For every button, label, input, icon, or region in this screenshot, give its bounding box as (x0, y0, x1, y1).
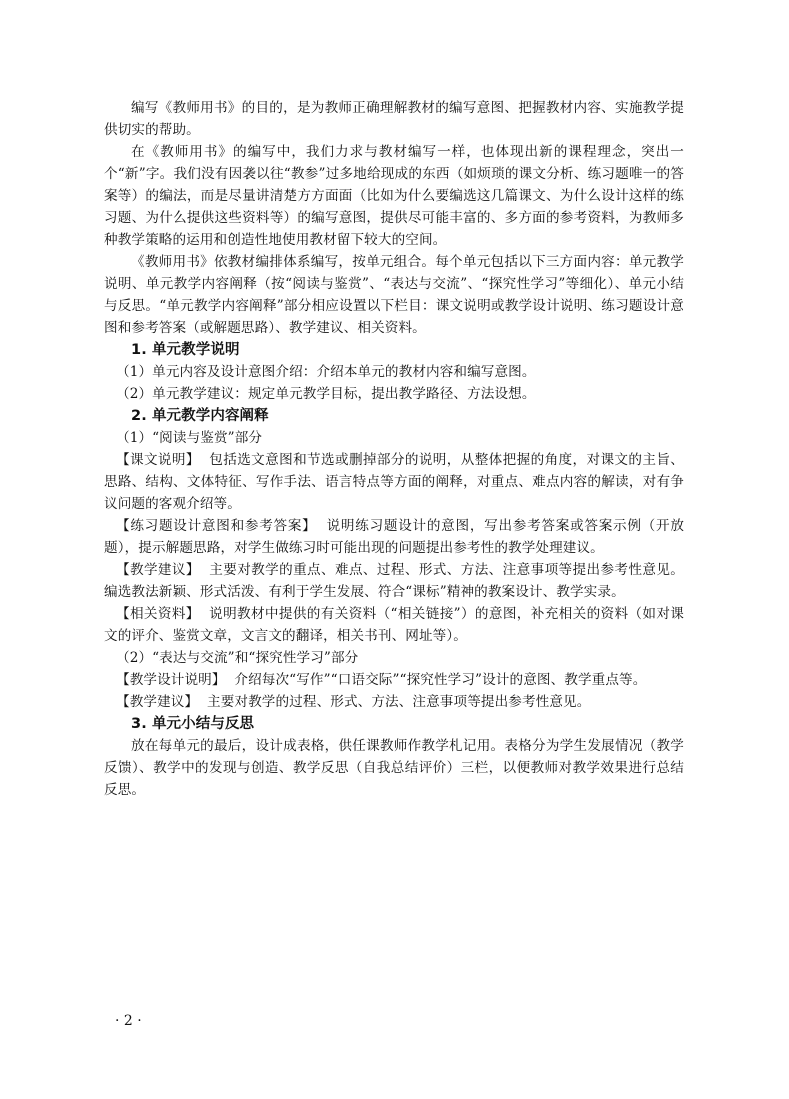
label-lianxi: 【练习题设计意图和参考答案】 (116, 518, 317, 534)
intro-paragraph-1: 编写《教师用书》的目的，是为教师正确理解教材的编写意图、把握教材内容、实施教学提供切实的帮助。 (104, 100, 684, 138)
label-sheji: 【教学设计说明】 (116, 672, 226, 688)
intro-paragraph-2: 在《教师用书》的编写中，我们力求与教材编写一样，也体现出新的课程理念，突出一个“新”字。我们没有因袭以往“教参”过多地给现成的东西（如烦琐的课文分析、练习题唯一的答案等）的编法，而是尽量讲清楚方方面面（比如为什么要编选这几篇课文、为什么设计这样的练习题、为什么提供这些资料等）的编写意图，提供尽可能丰富的、多方面的参考资料，为教师多种教学策略的运用和创造性地使用教材留下较大的空间。 (104, 144, 684, 248)
subsection-reading: （1）“阅读与鉴赏”部分 (116, 430, 263, 446)
text-jianyi2: 主要对教学的过程、形式、方法、注意事项等提出参考性意见。 (207, 694, 591, 710)
subsection-expression: （2）“表达与交流”和“探究性学习”部分 (116, 650, 359, 666)
body-text (104, 97, 684, 801)
text-jianyi: 主要对教学的重点、难点、过程、形式、方法、注意事项等提出参考性意见。编选教法新颖、形式活泼、有利于学生发展、符合“课标”精神的教案设计、教学实录。 (104, 562, 685, 600)
text-sheji: 介绍每次“写作”“口语交际”“探究性学习”设计的意图、教学重点等。 (234, 672, 647, 688)
label-jianyi: 【教学建议】 (116, 562, 200, 578)
text-kewen: 包括选文意图和节选或删掉部分的说明，从整体把握的角度，对课文的主旨、思路、结构、文体特征、写作手法、语言特点等方面的阐释，对重点、难点内容的解读，对有争议问题的客观介绍等。 (104, 452, 685, 512)
page-number: · 2 · (115, 1013, 142, 1029)
intro-paragraph-3: 《教师用书》依教材编排体系编写，按单元组合。每个单元包括以下三方面内容：单元教学说明、单元教学内容阐释（按“阅读与鉴赏”、“表达与交流”、“探究性学习”等细化）、单元小结与反思。“单元教学内容阐释”部分相应设置以下栏目：课文说明或教学设计说明、练习题设计意图和参考答案（或解题思路）、教学建议、相关资料。 (104, 254, 684, 336)
text-lianxi: 说明练习题设计的意图，写出参考答案或答案示例（开放题），提示解题思路，对学生做练习时可能出现的问题提出参考性的教学处理建议。 (104, 518, 685, 556)
paragraph-ziliao (104, 603, 684, 647)
section1-item-1: （1）单元内容及设计意图介绍：介绍本单元的教材内容和编写意图。 (116, 364, 536, 380)
section1-item-2: （2）单元教学建议：规定单元教学目标，提出教学路径、方法设想。 (116, 386, 536, 402)
paragraph-lianxi (104, 515, 684, 559)
paragraph-jianyi (104, 559, 684, 603)
section-heading-2: 2. 单元教学内容阐释 (131, 408, 269, 424)
label-jianyi2: 【教学建议】 (116, 694, 199, 710)
label-ziliao: 【相关资料】 (116, 606, 200, 622)
section-heading-3: 3. 单元小结与反思 (131, 716, 255, 732)
text-ziliao: 说明教材中提供的有关资料（“相关链接”）的意图，补充相关的资料（如对课文的评介、鉴赏文章，文言文的翻译，相关书刊、网址等）。 (104, 606, 684, 644)
label-kewen: 【课文说明】 (116, 452, 200, 468)
paragraph-kewen (104, 449, 684, 515)
paragraph-jianyi2 (104, 691, 684, 713)
section3-paragraph: 放在每单元的最后，设计成表格，供任课教师作教学札记用。表格分为学生发展情况（教学反馈）、教学中的发现与创造、教学反思（自我总结评价）三栏，以便教师对教学效果进行总结反思。 (104, 738, 684, 798)
section-heading-1: 1. 单元教学说明 (131, 342, 240, 358)
paragraph-sheji (104, 669, 684, 691)
